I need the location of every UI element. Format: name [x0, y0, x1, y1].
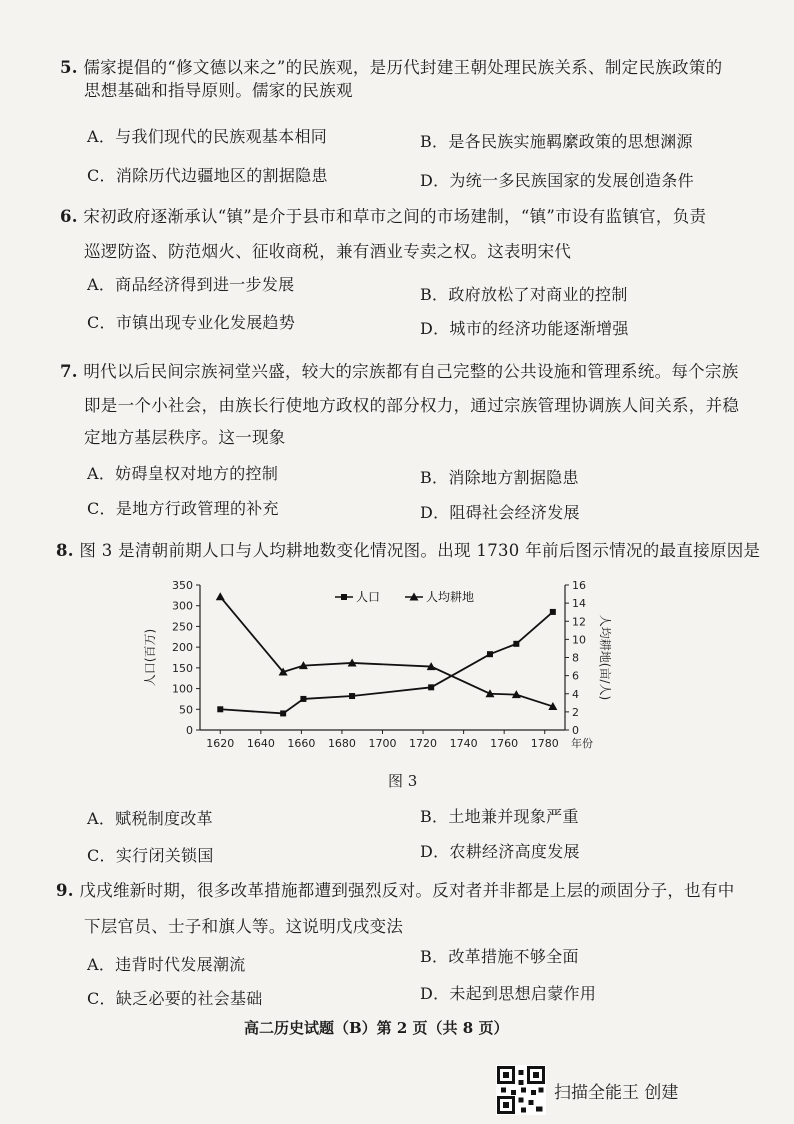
q7-option-c[interactable]: C．是地方行政管理的补充 [87, 499, 279, 518]
x-tick-label: 1740 [449, 737, 478, 750]
y2-tick-label: 16 [572, 579, 586, 592]
q6-number: 6. [60, 207, 78, 226]
q6-option-c[interactable]: C．市镇出现专业化发展趋势 [87, 313, 296, 332]
y-tick-label: 300 [172, 599, 193, 613]
q6-line1 [60, 206, 706, 228]
q5-number: 5. [60, 58, 78, 77]
q5-option-a[interactable]: A．与我们现代的民族观基本相同 [87, 127, 328, 146]
y2-tick-label: 0 [572, 724, 579, 737]
x-tick-label: 1780 [530, 737, 559, 750]
population-farmland-chart [140, 575, 660, 765]
q9-line2: 下层官员、士子和旗人等。这说明戊戌变法 [84, 917, 404, 936]
qr-code-icon [496, 1065, 546, 1115]
q5-option-d[interactable]: D．为统一多民族国家的发展创造条件 [420, 171, 694, 190]
y2-tick-label: 10 [572, 633, 586, 647]
population-point [428, 684, 434, 690]
y-tick-label: 50 [179, 703, 193, 717]
q9-option-c[interactable]: C．缺乏必要的社会基础 [87, 989, 263, 1008]
population-point [280, 710, 286, 716]
y-tick-label: 100 [172, 682, 193, 696]
population-point [487, 651, 493, 657]
q8-option-b[interactable]: B．土地兼并现象严重 [420, 807, 579, 826]
q5-option-b[interactable]: B．是各民族实施羁縻政策的思想渊源 [420, 132, 693, 151]
y2-tick-label: 6 [572, 669, 579, 683]
x-tick-label: 1760 [490, 737, 519, 750]
y2-tick-label: 12 [572, 615, 586, 629]
q6-option-b[interactable]: B．政府放松了对商业的控制 [420, 285, 628, 304]
legend-marker-square [341, 594, 347, 600]
q5-line1 [60, 57, 722, 79]
y-tick-label: 0 [186, 724, 193, 737]
q9-option-a[interactable]: A．违背时代发展潮流 [87, 955, 246, 974]
q5-line2: 思想基础和指导原则。儒家的民族观 [84, 81, 353, 100]
q5-text1: 儒家提倡的“修文德以来之”的民族观，是历代封建王朝处理民族关系、制定民族政策的 [83, 58, 723, 77]
population-point [349, 693, 355, 699]
y-tick-label: 250 [172, 620, 193, 634]
q9-number: 9. [56, 881, 74, 900]
q9-line1 [56, 880, 735, 902]
q7-number: 7. [60, 362, 78, 381]
q7-option-b[interactable]: B．消除地方割据隐患 [420, 468, 579, 487]
q6-option-d[interactable]: D．城市的经济功能逐渐增强 [420, 319, 629, 338]
population-point [300, 696, 306, 702]
y2-axis-label: 人均耕地(亩/人) [598, 614, 612, 701]
q8-number: 8. [56, 541, 74, 560]
q7-line2: 即是一个小社会，由族长行使地方政权的部分权力，通过宗族管理协调族人间关系，并稳 [84, 396, 740, 415]
farmland-point [216, 592, 225, 600]
series-line-1 [220, 597, 553, 707]
q7-line3: 定地方基层秩序。这一现象 [84, 428, 286, 447]
q8-option-a[interactable]: A．赋税制度改革 [87, 809, 213, 828]
q7-option-a[interactable]: A．妨碍皇权对地方的控制 [87, 464, 279, 483]
x-tick-label: 1720 [409, 737, 438, 750]
page-footer: 高二历史试题（B）第 2 页（共 8 页） [244, 1019, 509, 1037]
y2-tick-label: 4 [572, 687, 579, 701]
population-point [217, 706, 223, 712]
y2-tick-label: 8 [572, 651, 579, 665]
q6-option-a[interactable]: A．商品经济得到进一步发展 [87, 275, 295, 294]
population-point [513, 641, 519, 647]
y2-tick-label: 2 [572, 705, 579, 719]
q7-text1: 明代以后民间宗族祠堂兴盛，较大的宗族都有自己完整的公共设施和管理系统。每个宗族 [83, 362, 739, 381]
y-tick-label: 150 [172, 661, 193, 675]
q7-option-d[interactable]: D．阻碍社会经济发展 [420, 503, 580, 522]
y-tick-label: 350 [172, 579, 193, 592]
q8-text1: 图 3 是清朝前期人口与人均耕地数变化情况图。出现 1730 年前后图示情况的最直接原因是 [79, 541, 761, 560]
legend-label: 人口 [356, 590, 381, 604]
x-tick-label: 1640 [246, 737, 275, 750]
series-line-0 [220, 612, 553, 714]
y2-tick-label: 14 [572, 597, 586, 611]
q7-line1 [60, 361, 739, 383]
scanner-watermark: 扫描全能王 创建 [554, 1083, 679, 1103]
x-tick-label: 1660 [287, 737, 316, 750]
q9-option-d[interactable]: D．未起到思想启蒙作用 [420, 984, 597, 1003]
y-axis-label: 人口(百万) [143, 628, 157, 687]
q8-option-d[interactable]: D．农耕经济高度发展 [420, 842, 580, 861]
q9-option-b[interactable]: B．改革措施不够全面 [420, 947, 579, 966]
q6-line2: 巡逻防盗、防范烟火、征收商税，兼有酒业专卖之权。这表明宋代 [84, 242, 572, 261]
x-axis-label: 年份 [571, 737, 593, 750]
q8-option-c[interactable]: C．实行闭关锁国 [87, 846, 214, 865]
y-tick-label: 200 [172, 641, 193, 655]
figure-caption: 图 3 [388, 772, 418, 790]
q5-option-c[interactable]: C．消除历代边疆地区的割据隐患 [87, 166, 328, 185]
x-tick-label: 1620 [206, 737, 235, 750]
x-tick-label: 1680 [327, 737, 356, 750]
q9-text1: 戊戌维新时期，很多改革措施都遭到强烈反对。反对者并非都是上层的顽固分子，也有中 [79, 881, 735, 900]
population-point [550, 609, 556, 615]
q8-line1 [56, 540, 760, 562]
q6-text1: 宋初政府逐渐承认“镇”是介于县市和草市之间的市场建制，“镇”市设有监镇官，负责 [83, 207, 707, 226]
legend-label: 人均耕地 [426, 590, 475, 604]
x-tick-label: 1700 [368, 737, 397, 750]
